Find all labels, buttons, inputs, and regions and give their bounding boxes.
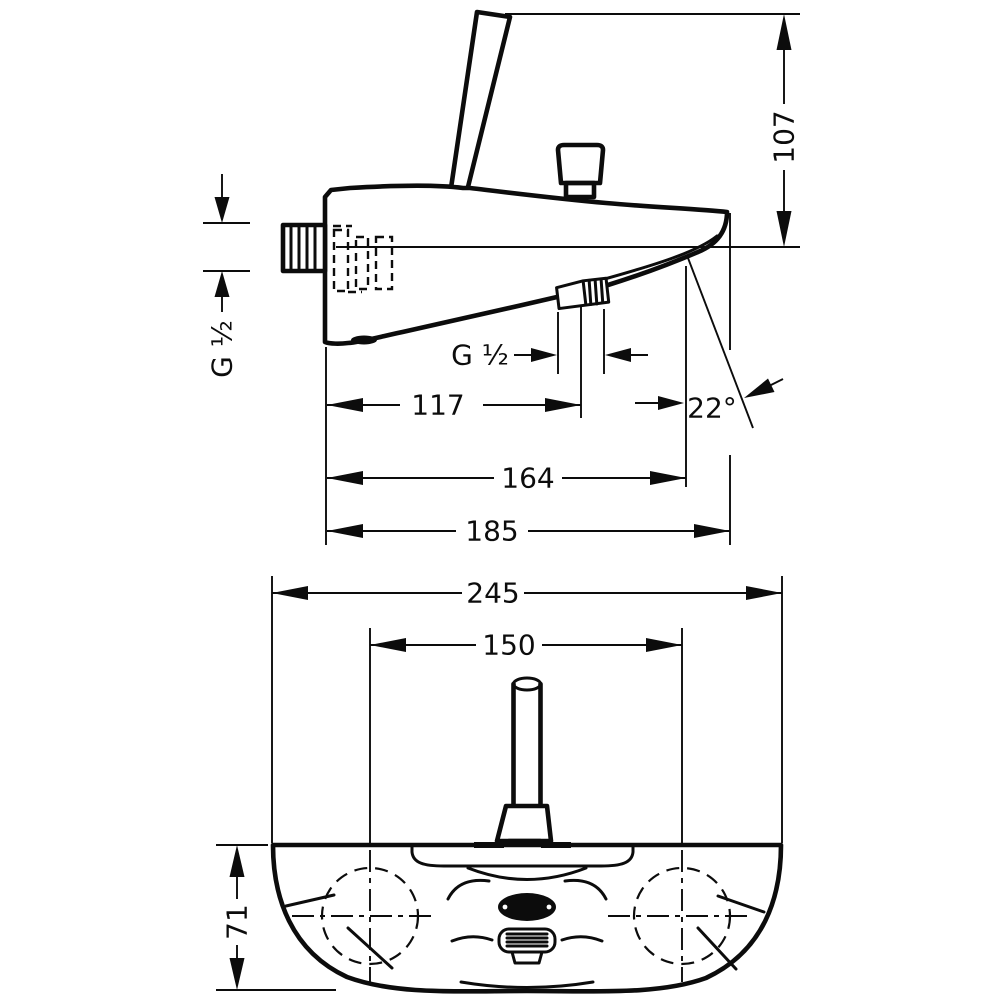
spout-opening-glint-left: [503, 905, 508, 910]
riser-pipe: [497, 678, 551, 855]
spout-opening-glint-right: [547, 905, 552, 910]
dim-245-label: 245: [466, 576, 520, 610]
dim-185: [327, 515, 730, 548]
dim-71-label: 71: [220, 904, 254, 940]
mixer-body-outline: [325, 186, 727, 344]
dim-150-label: 150: [482, 628, 536, 662]
dim-164-label: 164: [501, 461, 555, 495]
dim-185-label: 185: [465, 514, 519, 548]
dim-117-label: 117: [411, 388, 465, 422]
handle-lever: [451, 12, 510, 191]
dim-107-label: 107: [767, 110, 801, 164]
dim-22deg: [635, 258, 783, 428]
arrowhead-up: [777, 14, 792, 50]
underside-screw: [351, 336, 377, 345]
diverter-knob-neck: [566, 183, 594, 197]
dim-22deg-label: 22°: [687, 391, 737, 425]
dim-164: [327, 462, 686, 495]
diverter-knob: [558, 145, 603, 183]
arrowhead-down: [777, 211, 792, 247]
dim-inlet-label: G ½: [205, 320, 239, 378]
dim-outlet-label: G ½: [451, 338, 509, 372]
side-view: [203, 12, 801, 548]
recess-shadow-left: [474, 842, 504, 848]
pipe-cone: [497, 806, 551, 841]
dim-inlet-thread: [203, 174, 250, 378]
dim-117: [327, 389, 581, 422]
inlet-thread-nipple: [283, 225, 325, 271]
dim-245: [272, 577, 782, 610]
recess-shadow-right: [541, 842, 571, 848]
dim-outlet-thread: [451, 309, 648, 374]
bottom-view: [216, 576, 782, 991]
dim-150: [370, 629, 682, 662]
